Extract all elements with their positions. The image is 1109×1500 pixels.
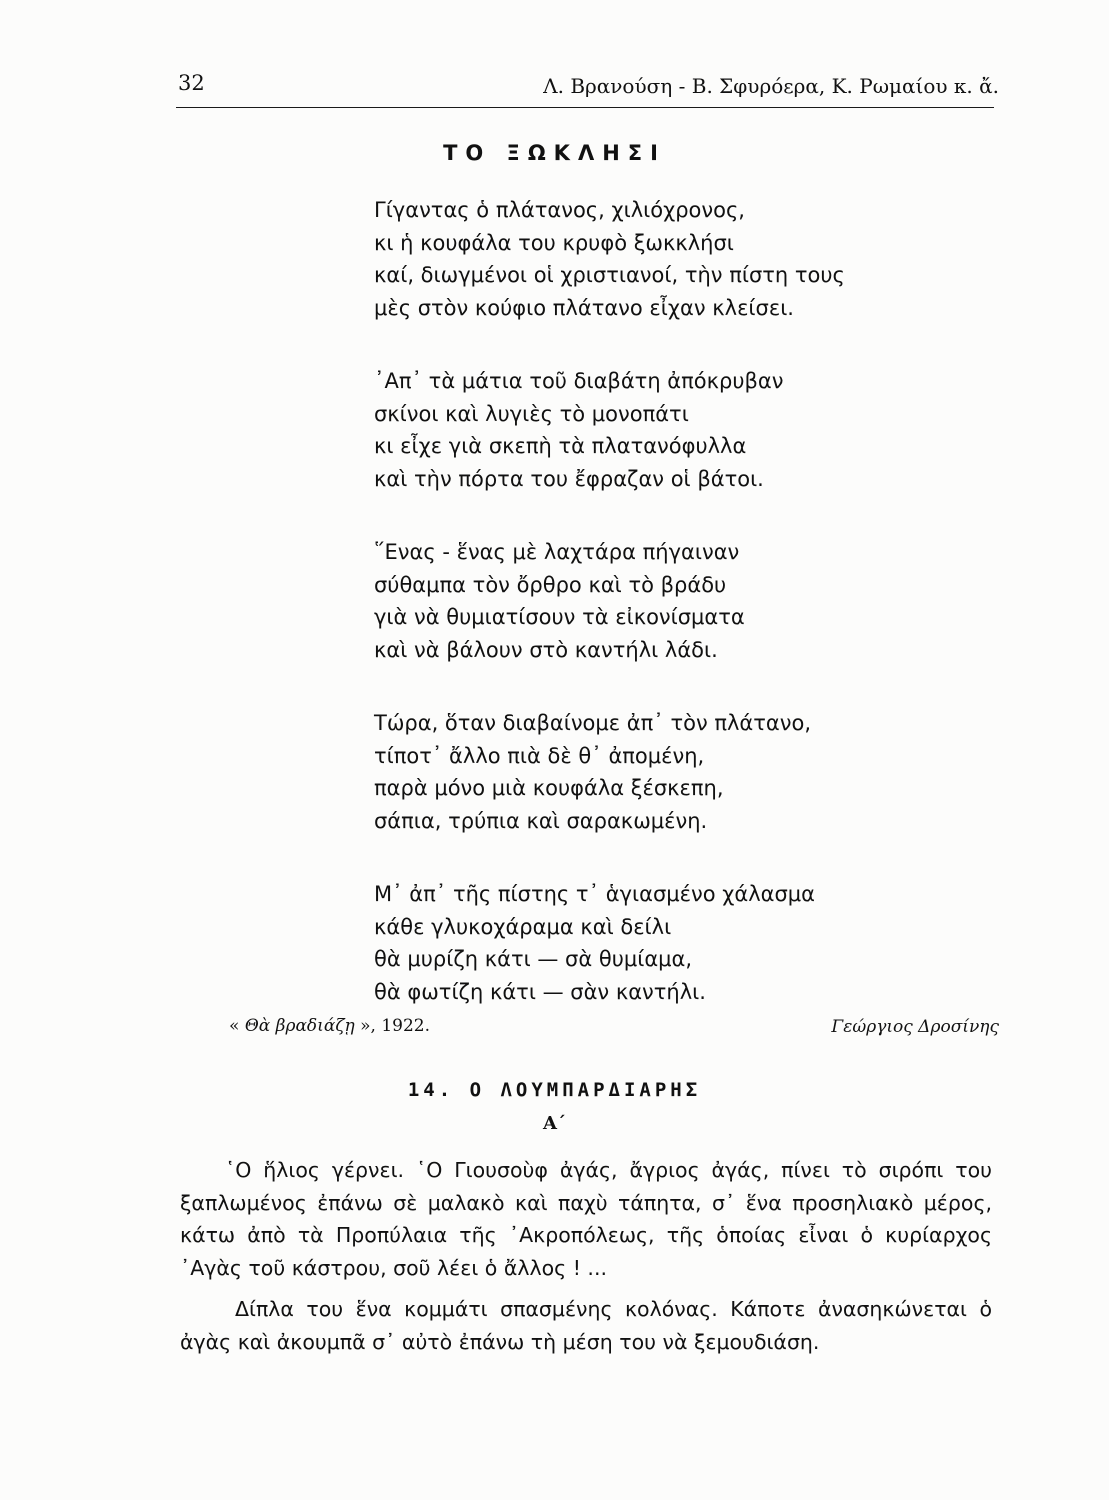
section-subtitle: Α΄ (543, 1113, 566, 1134)
poem-line: καὶ νὰ βάλουν στὸ καντήλι λάδι. (374, 637, 718, 662)
poem-line: τίποτ᾿ ἄλλο πιὰ δὲ θ᾿ ἀπομένη, (374, 743, 705, 768)
poem-line: σύθαμπα τὸν ὄρθρο καὶ τὸ βράδυ (374, 572, 727, 597)
poem-line: Γίγαντας ὁ πλάτανος, χιλιόχρονος, (374, 198, 745, 222)
prose-paragraph: ῾Ο ἥλιος γέρνει. ῾Ο Γιουσοὺφ ἀγάς, ἄγριος ἀγάς, πίνει τὸ σιρόπι του ξαπλωμένος ἐπάνω σὲ μαλακὸ καὶ παχὺ τάπητα, σ᾿ ἕνα προσηλιακὸ μέρος, κάτω ἀπὸ τὰ Προπύλαια τῆς ᾿Ακροπόλεως, τῆς ὁποίας εἶναι ὁ κυρίαρχος ᾿Αγὰς τοῦ κάστρου, σοῦ λέει ὁ ἄλλος ! ... (180, 1158, 992, 1280)
poem-line: γιὰ νὰ θυμιατίσουν τὰ εἰκονίσματα (374, 605, 745, 629)
poem-line: ᾿Απ᾿ τὰ μάτια τοῦ διαβάτη ἀπόκρυβαν (374, 369, 784, 393)
poem-source (229, 1016, 430, 1036)
stanza (374, 365, 845, 495)
poem-author: Γεώργιος Δροσίνης (831, 1017, 999, 1037)
stanza (374, 194, 845, 324)
stanza (374, 707, 845, 837)
source-open: « (229, 1016, 245, 1036)
poem-line: σκίνοι καὶ λυγιὲς τὸ μονοπάτι (374, 401, 689, 426)
source-title: Θὰ βραδιάζῃ (244, 1016, 355, 1036)
poem-line: κάθε γλυκοχάραμα καὶ δείλι (374, 914, 672, 939)
poem-line: καί, διωγμένοι οἱ χριστιανοί, τὴν πίστη τους (374, 263, 845, 287)
prose-paragraph: Δίπλα του ἕνα κομμάτι σπασμένης κολόνας. Κάποτε ἀνασηκώνεται ὁ ἀγὰς καὶ ἀκουμπᾶ σ᾿ αὐτὸ ἐπάνω τὴ μέση του νὰ ξεμουδιάση. (180, 1297, 992, 1354)
stanza (374, 878, 845, 1008)
poem-title: ΤΟ ΞΩΚΛΗΣΙ (443, 141, 666, 165)
stanza-gap (374, 324, 845, 365)
stanza-gap (374, 837, 845, 878)
poem-line: ῞Ενας - ἕνας μὲ λαχτάρα πήγαιναν (374, 540, 740, 564)
poem-line: κι εἶχε γιὰ σκεπὴ τὰ πλατανόφυλλα (374, 434, 747, 458)
stanza (374, 536, 845, 666)
section-title: 14. Ο ΛΟΥΜΠΑΡΔΙΑΡΗΣ (407, 1079, 702, 1101)
poem-line: θὰ μυρίζη κάτι — σὰ θυμίαμα, (374, 947, 693, 971)
poem-line: Μ᾿ ἀπ᾿ τῆς πίστης τ᾿ ἁγιασμένο χάλασμα (374, 882, 815, 906)
source-close: », 1922. (354, 1016, 430, 1036)
poem-line: σάπια, τρύπια καὶ σαρακωμένη. (374, 808, 708, 833)
poem-line: κι ἡ κουφάλα του κρυφὸ ξωκκλήσι (374, 230, 734, 255)
poem-line: Τώρα, ὅταν διαβαίνομε ἀπ᾿ τὸν πλάτανο, (374, 711, 812, 735)
poem-line: καὶ τὴν πόρτα του ἔφραζαν οἱ βάτοι. (374, 466, 764, 491)
stanza-gap (374, 495, 845, 536)
running-head: Λ. Βρανούση - Β. Σφυρόερα, Κ. Ρωμαίου κ. ἄ. (543, 74, 999, 98)
poem-line: μὲς στὸν κούφιο πλάτανο εἶχαν κλείσει. (374, 295, 794, 320)
stanza-gap (374, 666, 845, 707)
poem-line: θὰ φωτίζη κάτι — σὰν καντήλι. (374, 979, 706, 1004)
poem-body (374, 194, 845, 1008)
header-rule (176, 107, 994, 108)
page-number: 32 (178, 71, 205, 95)
poem-line: παρὰ μόνο μιὰ κουφάλα ξέσκεπη, (374, 776, 724, 800)
